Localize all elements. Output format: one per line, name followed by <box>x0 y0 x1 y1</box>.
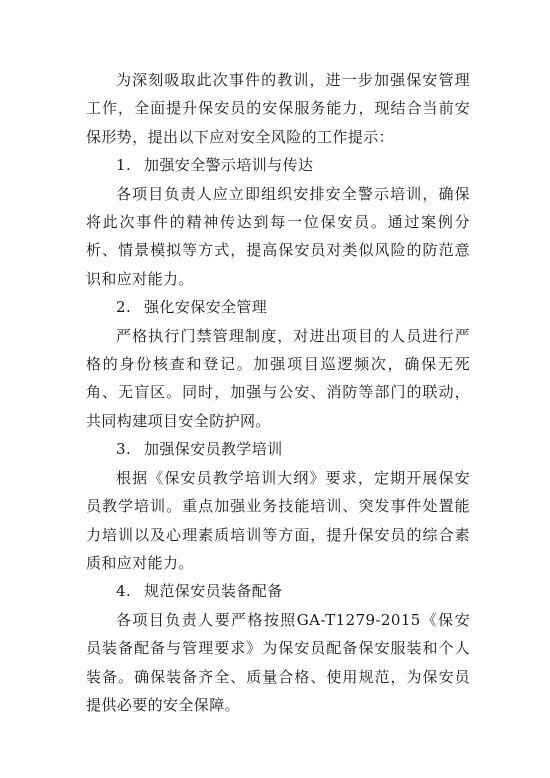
document-page <box>86 66 470 719</box>
section-title: 加强安全警示培训与传达 <box>144 156 314 175</box>
section-heading-4 <box>86 577 470 605</box>
section-body-4: 各项目负责人要严格按照GA-T1279-2015《保安员装备配备与管理要求》为保安员配备保安服装和个人装备。确保装备齐全、质量合格、使用规范，为保安员提供必要的安全保障。 <box>86 610 470 714</box>
section-body-3: 根据《保安员教学培训大纲》要求，定期开展保安员教学培训。重点加强业务技能培训、突发事件处置能力培训以及心理素质培训等方面，提升保安员的综合素质和应对能力。 <box>86 468 470 572</box>
section-heading-3 <box>86 435 470 463</box>
section-title: 规范保安员装备配备 <box>144 582 283 601</box>
section-title: 加强保安员教学培训 <box>144 440 283 459</box>
section-number: 4. <box>116 582 132 601</box>
section-number: 1. <box>116 156 132 175</box>
section-number: 2. <box>116 298 132 317</box>
section-heading-2 <box>86 293 470 321</box>
section-title: 强化安保安全管理 <box>144 298 268 317</box>
intro-paragraph: 为深刻吸取此次事件的教训，进一步加强保安管理工作，全面提升保安员的安保服务能力，现结合当前安保形势，提出以下应对安全风险的工作提示： <box>86 71 470 146</box>
section-body-2: 严格执行门禁管理制度，对进出项目的人员进行严格的身份核查和登记。加强项目巡逻频次，确保无死角、无盲区。同时，加强与公安、消防等部门的联动，共同构建项目安全防护网。 <box>86 326 470 430</box>
section-heading-1 <box>86 151 470 179</box>
section-number: 3. <box>116 440 132 459</box>
section-body-1: 各项目负责人应立即组织安排安全警示培训，确保将此次事件的精神传达到每一位保安员。通过案例分析、情景模拟等方式，提高保安员对类似风险的防范意识和应对能力。 <box>86 184 470 288</box>
